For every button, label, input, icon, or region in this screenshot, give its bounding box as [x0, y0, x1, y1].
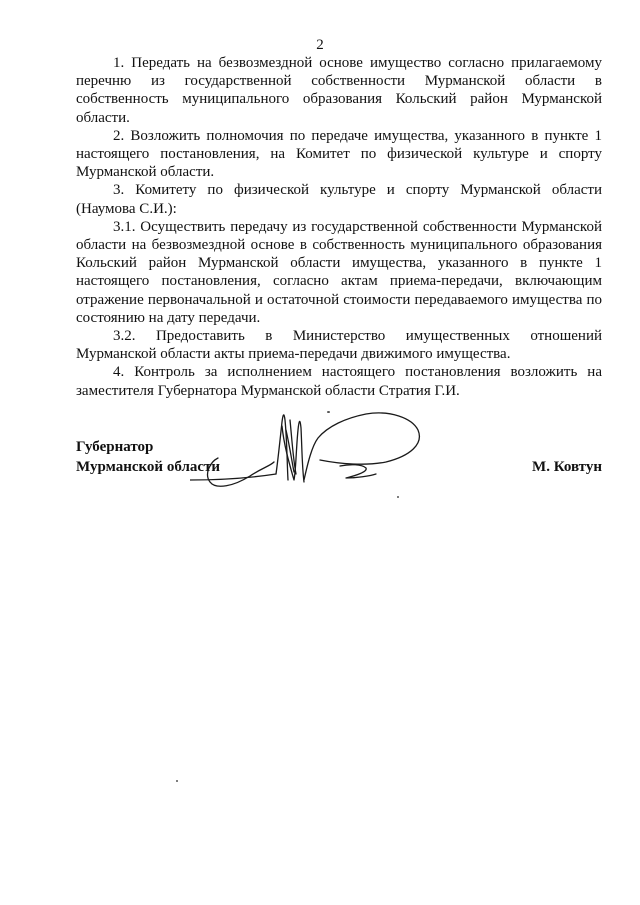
document-body [76, 54, 602, 400]
paragraph-2: 2. Возложить полномочия по передаче имущества, указанного в пункте 1 настоящего постановления, на Комитет по физической культуре и спорту Мурманской области. [76, 127, 602, 181]
paragraph-3-1: 3.1. Осуществить передачу из государственной собственности Мурманской области на безвозмездной основе в собственность муниципального образования Кольский район Мурманской области имущества, указанного в пункте 1 настоящего постановления, согласно актам приема-передачи, включающим отражение первоначальной и остаточной стоимости передаваемого имущества по состоянию на дату передачи. [76, 218, 602, 326]
scan-speck [327, 411, 330, 413]
scan-speck [176, 780, 178, 782]
signatory-name: М. Ковтун [532, 459, 602, 475]
scan-speck [397, 496, 399, 498]
page-number: 2 [316, 37, 324, 53]
signatory-region: Мурманской области [76, 459, 221, 475]
handwritten-signature [190, 400, 430, 500]
paragraph-1: 1. Передать на безвозмездной основе имущество согласно прилагаемому перечню из государственной собственности Мурманской области в собственность муниципального образования Кольский район Мурманской области. [76, 55, 602, 126]
paragraph-4: 4. Контроль за исполнением настоящего постановления возложить на заместителя Губернатора Мурманской области Стратия Г.И. [76, 364, 602, 399]
paragraph-3: 3. Комитету по физической культуре и спорту Мурманской области (Наумова С.И.): [76, 182, 602, 217]
paragraph-3-2: 3.2. Предоставить в Министерство имущественных отношений Мурманской области акты приема-передачи движимого имущества. [76, 328, 602, 363]
signatory-title: Губернатор [76, 439, 154, 455]
